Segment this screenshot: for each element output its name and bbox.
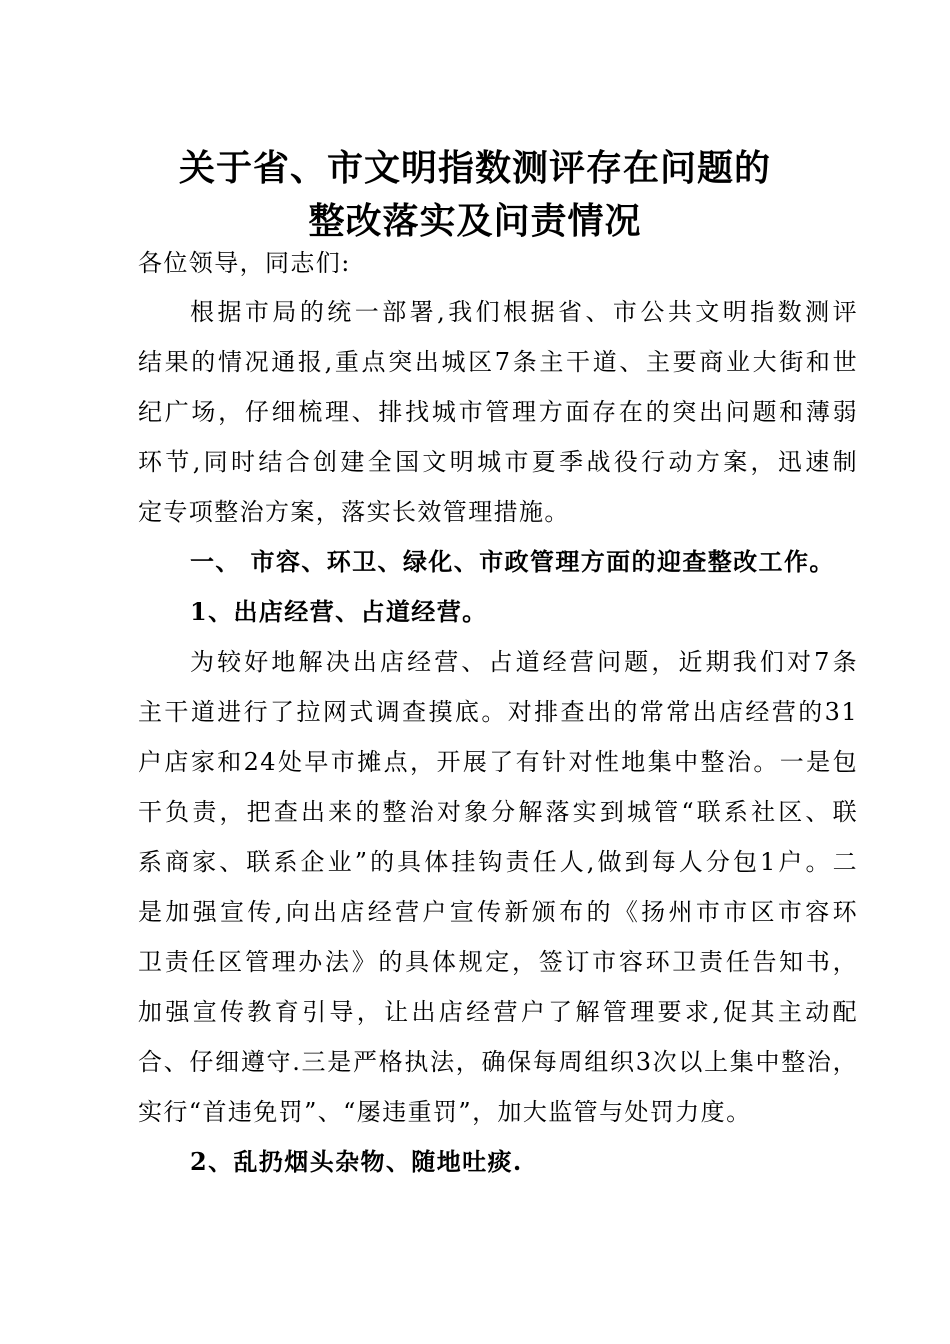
subsection-1-line-1: 为较好地解决出店经营、占道经营问题，近期我们对7条 xyxy=(190,648,858,676)
salutation: 各位领导，同志们: xyxy=(138,249,351,277)
document-title-line-2: 整改落实及问责情况 xyxy=(308,200,642,242)
intro-line-2: 结果的情况通报,重点突出城区7条主干道、主要商业大街和世 xyxy=(138,348,858,376)
subsection-1-line-10: 实行“首违免罚”、“屡违重罚”，加大监管与处罚力度。 xyxy=(138,1098,752,1126)
subsection-2-heading: 2、乱扔烟头杂物、随地吐痰. xyxy=(190,1147,523,1176)
intro-line-4: 环节,同时结合创建全国文明城市夏季战役行动方案，迅速制 xyxy=(138,448,858,476)
subsection-1-line-3: 户店家和24处早市摊点，开展了有针对性地集中整治。一是包 xyxy=(138,748,858,776)
section-1-heading: 一、 市容、环卫、绿化、市政管理方面的迎查整改工作。 xyxy=(190,547,835,576)
intro-line-5: 定专项整治方案，落实长效管理措施。 xyxy=(138,498,570,526)
subsection-1-line-7: 卫责任区管理办法》的具体规定，签订市容环卫责任告知书， xyxy=(138,948,858,976)
subsection-1-line-4: 干负责，把查出来的整治对象分解落实到城管“联系社区、联 xyxy=(138,798,858,826)
subsection-1-line-8: 加强宣传教育引导，让出店经营户了解管理要求,促其主动配 xyxy=(138,998,858,1026)
subsection-1-line-6: 是加强宣传,向出店经营户宣传新颁布的《扬州市市区市容环 xyxy=(138,898,858,926)
subsection-1-heading: 1、出店经营、占道经营。 xyxy=(190,597,488,626)
subsection-1-line-5: 系商家、联系企业”的具体挂钩责任人,做到每人分包1户。二 xyxy=(138,848,858,876)
subsection-1-line-2: 主干道进行了拉网式调查摸底。对排查出的常常出店经营的31 xyxy=(138,698,858,726)
subsection-1-line-9: 合、仔细遵守.三是严格执法，确保每周组织3次以上集中整治， xyxy=(138,1048,858,1076)
intro-line-3: 纪广场，仔细梳理、排找城市管理方面存在的突出问题和薄弱 xyxy=(138,398,858,426)
document-title-line-1: 关于省、市文明指数测评存在问题的 xyxy=(178,147,771,189)
intro-line-1: 根据市局的统一部署,我们根据省、市公共文明指数测评 xyxy=(190,298,858,326)
